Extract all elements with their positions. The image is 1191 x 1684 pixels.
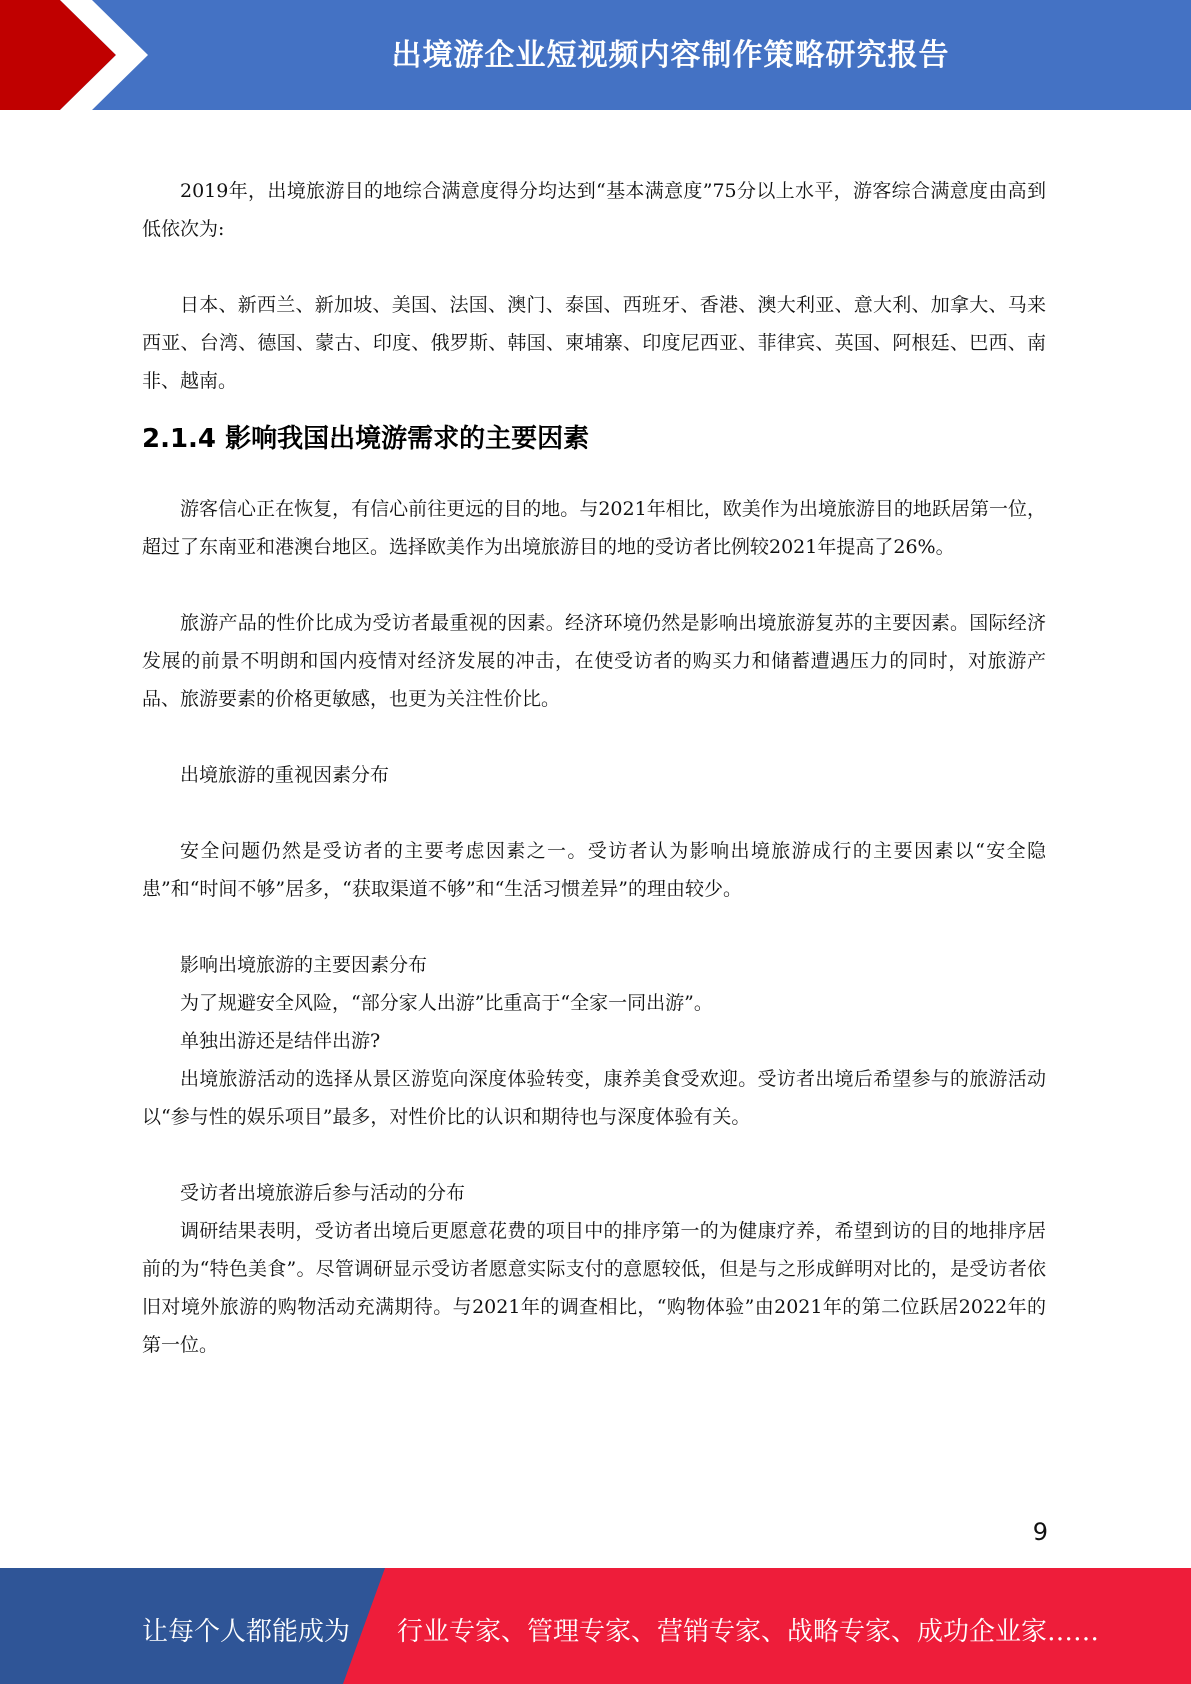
- caption-priority-factors: 出境旅游的重视因素分布: [180, 764, 390, 786]
- page-number: 9: [1032, 1518, 1048, 1546]
- page-header: [0, 0, 1191, 110]
- paragraph-survey-results: 调研结果表明，受访者出境后更愿意花费的项目中的排序第一的为健康疗养，希望到访的目的地排序居前的为“特色美食”。尽管调研显示受访者愿意实际支付的意愿较低，但是与之形成鲜明对比的，是受访者依旧对境外旅游的购物活动充满期待。与2021年的调查相比，“购物体验”由2021年的第二位跃居2022年的第一位。: [142, 1220, 1046, 1356]
- report-title: 出境游企业短视频内容制作策略研究报告: [391, 38, 950, 73]
- section-heading: 2.1.4 影响我国出境游需求的主要因素: [142, 424, 590, 454]
- footer-slogan-left: 让每个人都能成为: [142, 1617, 351, 1647]
- paragraph-activities: 出境旅游活动的选择从景区游览向深度体验转变，康养美食受欢迎。受访者出境后希望参与的旅游活动以“参与性的娱乐项目”最多，对性价比的认识和期待也与深度体验有关。: [142, 1068, 1046, 1128]
- page-content: [142, 172, 1046, 1364]
- paragraph-safety: 安全问题仍然是受访者的主要考虑因素之一。受访者认为影响出境旅游成行的主要因素以“安全隐患”和“时间不够”居多，“获取渠道不够”和“生活习惯差异”的理由较少。: [142, 840, 1046, 900]
- caption-activity-distribution: 受访者出境旅游后参与活动的分布: [180, 1182, 466, 1204]
- caption-main-factors: 影响出境旅游的主要因素分布: [180, 954, 428, 976]
- paragraph-value-for-money: 旅游产品的性价比成为受访者最重视的因素。经济环境仍然是影响出境旅游复苏的主要因素。国际经济发展的前景不明朗和国内疫情对经济发展的冲击，在使受访者的购买力和储蓄遭遇压力的同时，对旅游产品、旅游要素的价格更敏感，也更为关注性价比。: [142, 612, 1046, 710]
- footer-slogan-right: 行业专家、管理专家、营销专家、战略专家、成功企业家……: [397, 1617, 1100, 1647]
- paragraph-country-list: 日本、新西兰、新加坡、美国、法国、澳门、泰国、西班牙、香港、澳大利亚、意大利、加拿大、马来西亚、台湾、德国、蒙古、印度、俄罗斯、韩国、柬埔寨、印度尼西亚、菲律宾、英国、阿根廷、巴西、南非、越南。: [142, 294, 1046, 392]
- paragraph-family-travel: 为了规避安全风险，“部分家人出游”比重高于“全家一同出游”。: [180, 992, 713, 1014]
- page-footer: [0, 1568, 1191, 1684]
- paragraph-satisfaction: 2019年，出境旅游目的地综合满意度得分均达到“基本满意度”75分以上水平，游客综合满意度由高到低依次为:: [142, 180, 1046, 240]
- caption-solo-or-group: 单独出游还是结伴出游?: [180, 1030, 381, 1052]
- paragraph-confidence: 游客信心正在恢复，有信心前往更远的目的地。与2021年相比，欧美作为出境旅游目的地跃居第一位，超过了东南亚和港澳台地区。选择欧美作为出境旅游目的地的受访者比例较2021年提高了26%。: [142, 498, 1046, 558]
